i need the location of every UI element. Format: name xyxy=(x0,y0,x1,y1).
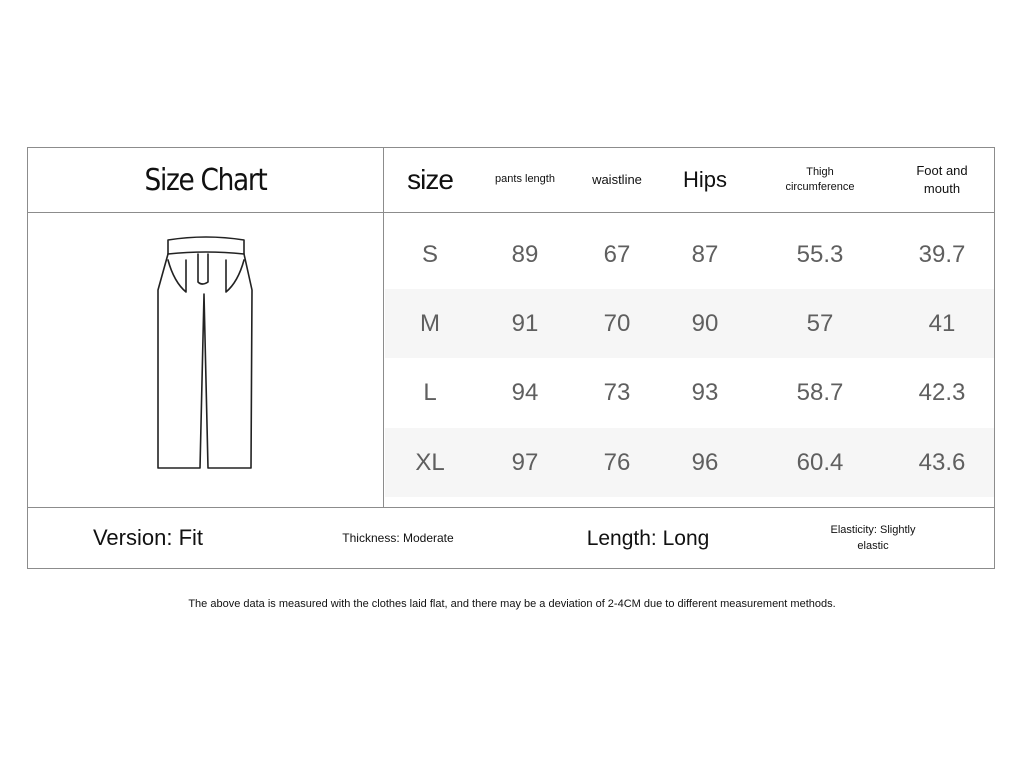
cell-foot: 41 xyxy=(928,309,956,337)
header-hips: Hips xyxy=(682,166,727,192)
elasticity-label xyxy=(788,508,958,569)
cell-foot: 43.6 xyxy=(918,448,966,476)
column-divider xyxy=(383,148,384,507)
cell-thigh: 60.4 xyxy=(796,448,844,476)
chart-title: Size Chart xyxy=(144,162,267,198)
header-size: size xyxy=(407,164,453,196)
header-foot-mouth xyxy=(889,148,995,212)
header-waistline: waistline xyxy=(592,171,642,187)
pants-icon xyxy=(146,230,266,476)
cell-thigh: 55.3 xyxy=(796,240,844,268)
table-row xyxy=(385,220,994,289)
header-pants-length: pants length xyxy=(495,173,555,186)
size-chart-table xyxy=(27,147,995,569)
table-row xyxy=(385,358,994,427)
table-row xyxy=(385,289,994,358)
cell-size: XL xyxy=(415,448,445,476)
cell-hips: 93 xyxy=(691,378,719,406)
header-thigh-line2: circumference xyxy=(785,181,855,193)
cell-foot: 39.7 xyxy=(918,240,966,268)
cell-waistline: 67 xyxy=(603,240,631,268)
cell-waistline: 70 xyxy=(603,309,631,337)
cell-waistline: 76 xyxy=(603,448,631,476)
cell-pants-length: 91 xyxy=(511,309,539,337)
cell-hips: 90 xyxy=(691,309,719,337)
cell-pants-length: 89 xyxy=(511,240,539,268)
cell-foot: 42.3 xyxy=(918,378,966,406)
header-thigh-line1: Thigh xyxy=(806,165,834,178)
header-foot-line2: mouth xyxy=(923,181,961,196)
cell-pants-length: 97 xyxy=(511,448,539,476)
length-label: Length: Long xyxy=(586,526,710,550)
header-divider xyxy=(28,212,994,213)
header-thigh-circumference xyxy=(751,148,889,212)
cell-waistline: 73 xyxy=(603,378,631,406)
cell-size: S xyxy=(421,240,438,268)
elasticity-line1: Elasticity: Slightly xyxy=(830,524,916,537)
cell-thigh: 57 xyxy=(806,309,834,337)
cell-thigh: 58.7 xyxy=(796,378,844,406)
thickness-label: Thickness: Moderate xyxy=(342,531,454,546)
table-row xyxy=(385,428,994,497)
cell-size: M xyxy=(420,309,440,337)
elasticity-line2: elastic xyxy=(857,539,889,552)
cell-size: L xyxy=(423,378,437,406)
version-label: Version: Fit xyxy=(92,525,204,551)
cell-hips: 87 xyxy=(691,240,719,268)
cell-pants-length: 94 xyxy=(511,378,539,406)
header-foot-line1: Foot and xyxy=(916,162,968,178)
measurement-note: The above data is measured with the clothes laid flat, and there may be a deviation of 2-4CM due to different measurement methods. xyxy=(188,598,836,610)
cell-hips: 96 xyxy=(691,448,719,476)
